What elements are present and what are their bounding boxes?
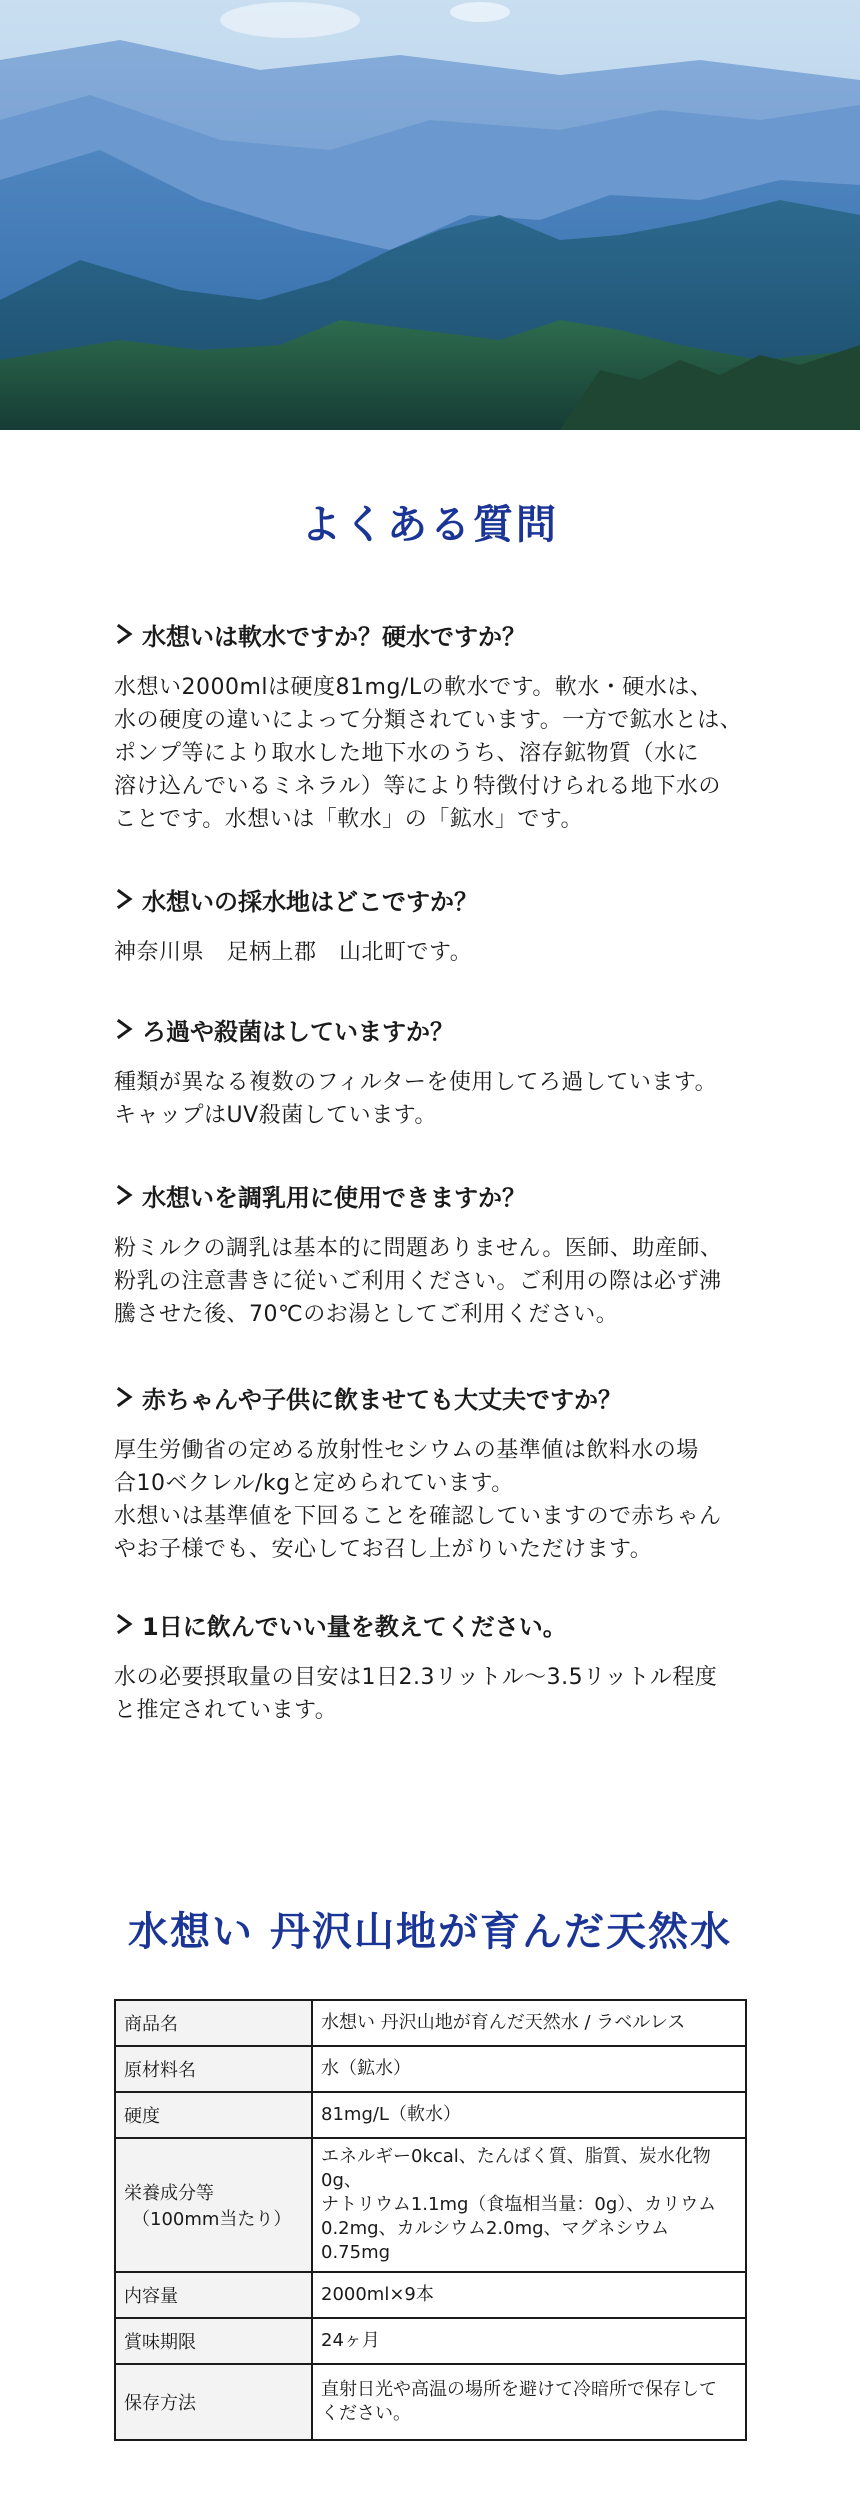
faq-question-text: 水想いを調乳用に使用できますか？ (142, 1183, 526, 1212)
table-row (115, 2000, 746, 2046)
spec-label: 原材料名 (115, 2046, 312, 2092)
faq-item (114, 1012, 754, 1132)
faq-answer: 神奈川県 足柄上郡 山北町です。 (114, 940, 473, 965)
spec-label-line1: 栄養成分等 (124, 2183, 214, 2204)
chevron-right-icon (114, 1613, 136, 1635)
product-spec-table (114, 1999, 747, 2441)
faq-question (114, 1380, 754, 1414)
faq-question (114, 882, 754, 916)
table-row (115, 2138, 746, 2272)
faq-answer: 粉ミルクの調乳は基本的に問題ありません。医師、助産師、 粉乳の注意書きに従いご利用ください。ご利用の際は必ず沸 騰させた後、70℃のお湯としてご利用ください。 (114, 1236, 723, 1327)
faq-question-text: 1日に飲んでいい量を教えてください。 (142, 1612, 567, 1641)
spec-value: 24ヶ月 (312, 2318, 746, 2364)
faq-item (114, 1607, 754, 1727)
spec-value: エネルギー0kcal、たんぱく質、脂質、炭水化物0g、 ナトリウム1.1mg（食塩相当量：0g）、カリウム 0.2mg、カルシウム2.0mg、マグネシウム0.75mg (312, 2138, 746, 2272)
faq-question (114, 1012, 754, 1046)
faq-title: よくある質問 (301, 502, 559, 548)
spec-label: 硬度 (115, 2092, 312, 2138)
faq-question-text: ろ過や殺菌はしていますか？ (142, 1017, 454, 1046)
table-row (115, 2046, 746, 2092)
faq-item (114, 1380, 754, 1566)
faq-item (114, 1178, 754, 1331)
chevron-right-icon (114, 1018, 136, 1040)
spec-value: 水想い 丹沢山地が育んだ天然水 / ラベルレス (312, 2000, 746, 2046)
spec-label (115, 2138, 312, 2272)
faq-question (114, 1607, 754, 1641)
mountain-illustration (0, 0, 860, 430)
spec-label: 賞味期限 (115, 2318, 312, 2364)
spec-label: 商品名 (115, 2000, 312, 2046)
chevron-right-icon (114, 888, 136, 910)
faq-item (114, 882, 754, 969)
table-row (115, 2272, 746, 2318)
faq-question-text: 水想いは軟水ですか？硬水ですか？ (142, 622, 526, 651)
faq-answer: 水の必要摂取量の目安は1日2.3リットル～3.5リットル程度 と推定されています。 (114, 1665, 718, 1723)
product-title: 水想い 丹沢山地が育んだ天然水 (128, 1909, 732, 1955)
faq-item (114, 617, 754, 836)
spec-value: 81mg/L（軟水） (312, 2092, 746, 2138)
chevron-right-icon (114, 623, 136, 645)
faq-answer: 水想い2000mlは硬度81mg/Lの軟水です。軟水・硬水は、 水の硬度の違いによって分類されています。一方で鉱水とは、 ポンプ等により取水した地下水のうち、溶存鉱物質（水に 溶け込んでいるミネラル）等により特徴付けられる地下水の ことです。水想いは「軟水」の「鉱水」です。 (114, 675, 743, 832)
faq-question-text: 水想いの採水地はどこですか？ (142, 887, 478, 916)
hero-mountain-image (0, 0, 860, 430)
faq-answer: 厚生労働省の定める放射性セシウムの基準値は飲料水の場 合10ベクレル/kgと定められています。 水想いは基準値を下回ることを確認していますので赤ちゃん やお子様でも、安心してお召し上がりいただけます。 (114, 1438, 722, 1562)
spec-value: 直射日光や高温の場所を避けて冷暗所で保存して ください。 (312, 2364, 746, 2440)
faq-question (114, 1178, 754, 1212)
spec-label: 保存方法 (115, 2364, 312, 2440)
faq-answer: 種類が異なる複数のフィルターを使用してろ過しています。 キャップはUV殺菌しています。 (114, 1070, 718, 1128)
table-row (115, 2364, 746, 2440)
faq-question-text: 赤ちゃんや子供に飲ませても大丈夫ですか？ (142, 1385, 622, 1414)
table-row (115, 2318, 746, 2364)
spec-value: 2000ml×9本 (312, 2272, 746, 2318)
faq-question (114, 617, 754, 651)
spec-label-line2: （100mm当たり） (132, 2209, 292, 2230)
chevron-right-icon (114, 1386, 136, 1408)
spec-value: 水（鉱水） (312, 2046, 746, 2092)
chevron-right-icon (114, 1184, 136, 1206)
table-row (115, 2092, 746, 2138)
spec-label: 内容量 (115, 2272, 312, 2318)
